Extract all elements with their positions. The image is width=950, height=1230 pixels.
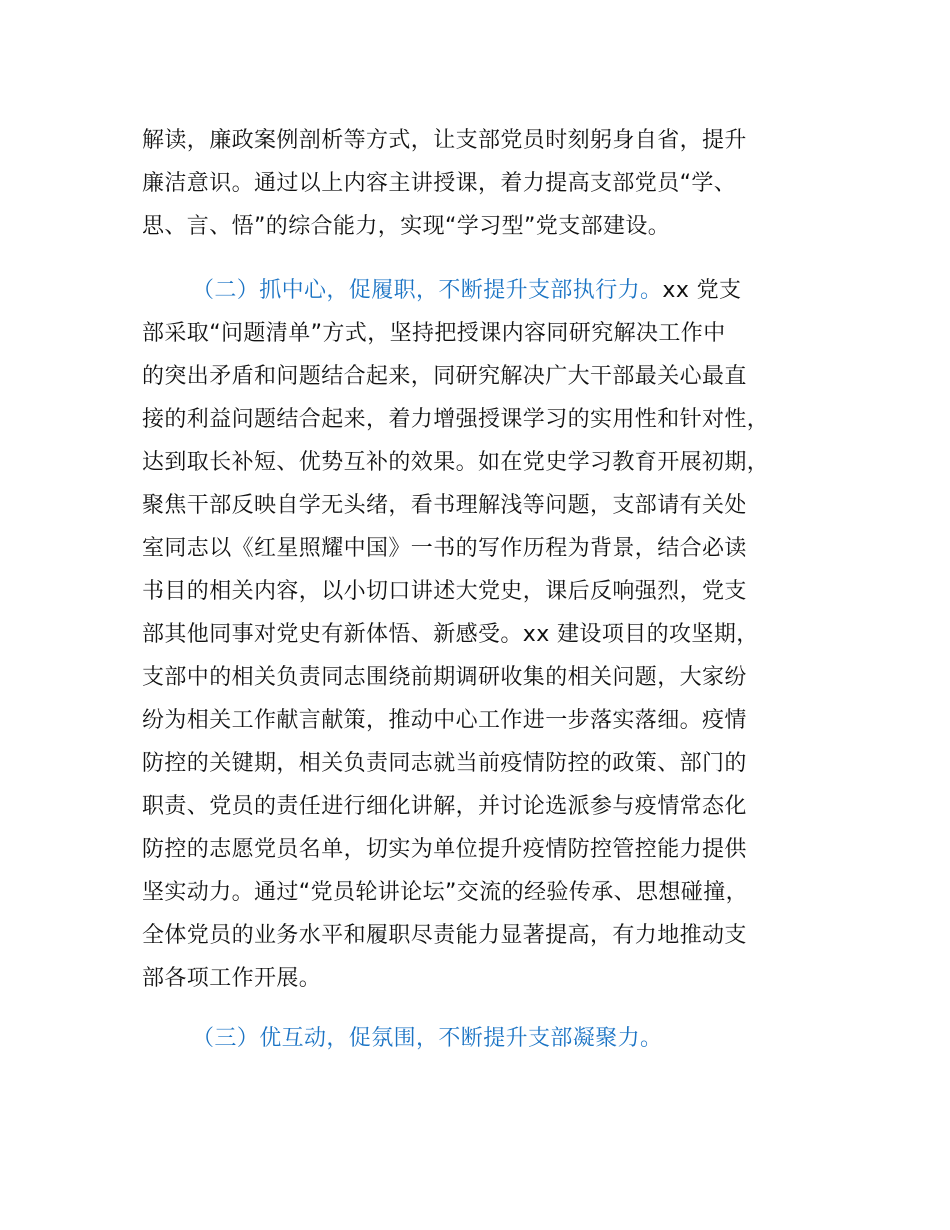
text-line: 达到取长补短、优势互补的效果。如在党史学习教育开展初期， (142, 450, 770, 475)
text-line: 书目的相关内容，以小切口讲述大党史，课后反响强烈，党支 (142, 579, 747, 604)
text-line: 职责、党员的责任进行细化讲解，并讨论选派参与疫情常态化 (142, 794, 747, 819)
paragraph-section-3 (142, 1017, 842, 1060)
text-line: 的突出矛盾和问题结合起来，同研究解决广大干部最关心最直 (142, 364, 747, 389)
text-line: 室同志以《红星照耀中国》一书的写作历程为背景，结合必读 (142, 536, 747, 561)
text-line: 廉洁意识。通过以上内容主讲授课，着力提高支部党员“学、 (142, 171, 737, 196)
text-line: 部各项工作开展。 (142, 966, 322, 991)
text-line: 防控的志愿党员名单，切实为单位提升疫情防控管控能力提供 (142, 837, 747, 862)
section-2-first-line (142, 269, 842, 312)
text-line: 思、言、悟”的综合能力，实现“学习型”党支部建设。 (142, 214, 671, 239)
text-line: 部采取“问题清单”方式，坚持把授课内容同研究解决工作中 (142, 321, 726, 346)
text-line: 坚实动力。通过“党员轮讲论坛”交流的经验传承、思想碰撞， (142, 880, 748, 905)
section-2-heading: （二）抓中心，促履职，不断提升支部执行力。 (192, 278, 663, 303)
paragraph-section-2 (142, 269, 842, 1000)
text-line: 解读，廉政案例剖析等方式，让支部党员时刻躬身自省，提升 (142, 128, 747, 153)
text-line: 防控的关键期，相关负责同志就当前疫情防控的政策、部门的 (142, 751, 747, 776)
text-line: 接的利益问题结合起来，着力增强授课学习的实用性和针对性， (142, 407, 770, 432)
text-line: 部其他同事对党史有新体悟、新感受。xx 建设项目的攻坚期， (142, 622, 759, 647)
text-line: 支部中的相关负责同志围绕前期调研收集的相关问题，大家纷 (142, 665, 747, 690)
text-line: 纷为相关工作献言献策，推动中心工作进一步落实落细。疫情 (142, 708, 747, 733)
text-line: 全体党员的业务水平和履职尽责能力显著提高，有力地推动支 (142, 923, 747, 948)
section-2-lead-text: xx 党支 (662, 278, 742, 303)
section-3-heading: （三）优互动，促氛围，不断提升支部凝聚力。 (192, 1026, 663, 1051)
text-line: 聚焦干部反映自学无头绪，看书理解浅等问题，支部请有关处 (142, 493, 747, 518)
paragraph-continued (142, 119, 842, 248)
